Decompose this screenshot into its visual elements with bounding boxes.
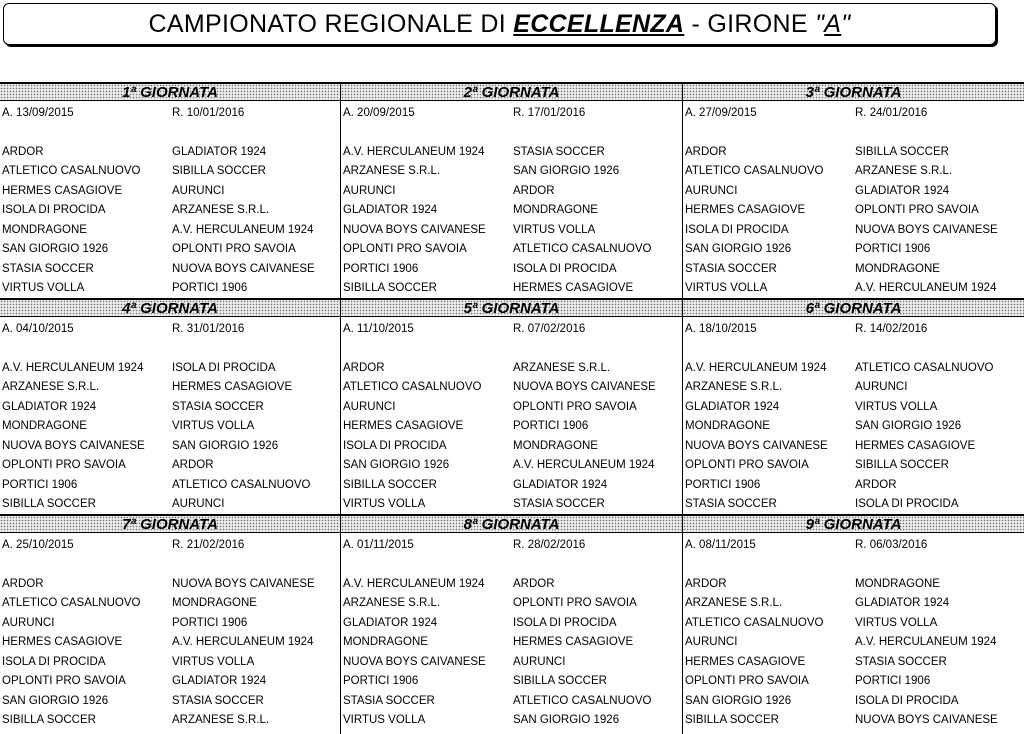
away-team: SAN GIORGIO 1926 bbox=[513, 714, 620, 726]
home-team: GLADIATOR 1924 bbox=[2, 401, 97, 413]
away-team: ARDOR bbox=[855, 479, 897, 491]
home-team: SAN GIORGIO 1926 bbox=[343, 459, 450, 471]
home-team: PORTICI 1906 bbox=[343, 675, 419, 687]
away-team: ARZANESE S.R.L. bbox=[513, 362, 611, 374]
home-team: ATLETICO CASALNUOVO bbox=[685, 617, 824, 629]
ritorno-date: R. 07/02/2016 bbox=[513, 323, 586, 335]
home-team: HERMES CASAGIOVE bbox=[2, 636, 123, 648]
away-team: AURUNCI bbox=[172, 185, 225, 197]
home-team: ARDOR bbox=[2, 578, 44, 590]
home-team: SIBILLA SOCCER bbox=[2, 714, 96, 726]
home-team: SIBILLA SOCCER bbox=[343, 479, 437, 491]
home-team: MONDRAGONE bbox=[685, 420, 770, 432]
away-team: AURUNCI bbox=[513, 656, 566, 668]
home-team: AURUNCI bbox=[343, 401, 396, 413]
title-group: A bbox=[824, 9, 842, 38]
home-team: MONDRAGONE bbox=[343, 636, 428, 648]
away-team: SIBILLA SOCCER bbox=[855, 459, 949, 471]
home-team: AURUNCI bbox=[343, 185, 396, 197]
home-team: OPLONTI PRO SAVOIA bbox=[685, 459, 809, 471]
fixtures-grid bbox=[0, 82, 1024, 734]
away-team: GLADIATOR 1924 bbox=[172, 146, 267, 158]
away-team: MONDRAGONE bbox=[855, 263, 940, 275]
away-team: MONDRAGONE bbox=[513, 204, 598, 216]
away-team: HERMES CASAGIOVE bbox=[855, 440, 976, 452]
away-team: STASIA SOCCER bbox=[172, 695, 264, 707]
home-team: GLADIATOR 1924 bbox=[343, 204, 438, 216]
away-team: GLADIATOR 1924 bbox=[172, 675, 267, 687]
away-team: ARDOR bbox=[513, 185, 555, 197]
away-team: SIBILLA SOCCER bbox=[172, 165, 266, 177]
column-divider bbox=[340, 82, 341, 734]
away-team: VIRTUS VOLLA bbox=[855, 401, 938, 413]
ritorno-date: R. 17/01/2016 bbox=[513, 107, 586, 119]
home-team: ATLETICO CASALNUOVO bbox=[2, 165, 141, 177]
home-team: A.V. HERCULANEUM 1924 bbox=[343, 146, 485, 158]
home-team: A.V. HERCULANEUM 1924 bbox=[2, 362, 144, 374]
home-team: VIRTUS VOLLA bbox=[343, 498, 426, 510]
away-team: SIBILLA SOCCER bbox=[513, 675, 607, 687]
home-team: AURUNCI bbox=[2, 617, 55, 629]
away-team: NUOVA BOYS CAIVANESE bbox=[172, 263, 315, 275]
round-header: 7ª GIORNATA bbox=[0, 514, 340, 533]
title-prefix: CAMPIONATO REGIONALE DI bbox=[148, 9, 514, 38]
away-team: GLADIATOR 1924 bbox=[855, 597, 950, 609]
away-team: ISOLA DI PROCIDA bbox=[513, 617, 617, 629]
home-team: ARZANESE S.R.L. bbox=[685, 597, 783, 609]
home-team: SAN GIORGIO 1926 bbox=[2, 695, 109, 707]
ritorno-date: R. 14/02/2016 bbox=[855, 323, 928, 335]
column-divider bbox=[682, 82, 683, 734]
away-team: HERMES CASAGIOVE bbox=[513, 636, 634, 648]
away-team: ATLETICO CASALNUOVO bbox=[513, 243, 652, 255]
round-header: 4ª GIORNATA bbox=[0, 298, 340, 317]
round-block bbox=[683, 82, 1024, 298]
away-team: PORTICI 1906 bbox=[172, 617, 248, 629]
title-middle: - GIRONE bbox=[684, 9, 816, 38]
away-team: ARDOR bbox=[172, 459, 214, 471]
away-team: NUOVA BOYS CAIVANESE bbox=[855, 714, 998, 726]
away-team: OPLONTI PRO SAVOIA bbox=[855, 204, 979, 216]
home-team: HERMES CASAGIOVE bbox=[343, 420, 464, 432]
round-block bbox=[0, 514, 340, 730]
home-team: ARZANESE S.R.L. bbox=[2, 381, 100, 393]
home-team: ARZANESE S.R.L. bbox=[685, 381, 783, 393]
away-team: SAN GIORGIO 1926 bbox=[172, 440, 279, 452]
away-team: ATLETICO CASALNUOVO bbox=[172, 479, 311, 491]
home-team: STASIA SOCCER bbox=[685, 498, 777, 510]
round-block bbox=[0, 82, 340, 298]
page-title bbox=[3, 3, 996, 45]
away-team: OPLONTI PRO SAVOIA bbox=[172, 243, 296, 255]
ritorno-date: R. 24/01/2016 bbox=[855, 107, 928, 119]
home-team: VIRTUS VOLLA bbox=[685, 282, 768, 294]
home-team: OPLONTI PRO SAVOIA bbox=[2, 675, 126, 687]
away-team: STASIA SOCCER bbox=[513, 146, 605, 158]
ritorno-date: R. 31/01/2016 bbox=[172, 323, 245, 335]
andata-date: A. 13/09/2015 bbox=[2, 107, 74, 119]
away-team: MONDRAGONE bbox=[855, 578, 940, 590]
home-team: HERMES CASAGIOVE bbox=[685, 204, 806, 216]
away-team: ARZANESE S.R.L. bbox=[855, 165, 953, 177]
away-team: PORTICI 1906 bbox=[855, 243, 931, 255]
home-team: STASIA SOCCER bbox=[685, 263, 777, 275]
home-team: A.V. HERCULANEUM 1924 bbox=[343, 578, 485, 590]
home-team: ARDOR bbox=[343, 362, 385, 374]
away-team: ARDOR bbox=[513, 578, 555, 590]
home-team: SIBILLA SOCCER bbox=[2, 498, 96, 510]
home-team: NUOVA BOYS CAIVANESE bbox=[685, 440, 828, 452]
home-team: ARDOR bbox=[2, 146, 44, 158]
away-team: HERMES CASAGIOVE bbox=[513, 282, 634, 294]
andata-date: A. 11/10/2015 bbox=[343, 323, 414, 335]
ritorno-date: R. 28/02/2016 bbox=[513, 539, 586, 551]
away-team: ATLETICO CASALNUOVO bbox=[513, 695, 652, 707]
away-team: AURUNCI bbox=[855, 381, 908, 393]
home-team: ATLETICO CASALNUOVO bbox=[343, 381, 482, 393]
away-team: OPLONTI PRO SAVOIA bbox=[513, 401, 637, 413]
round-header: 5ª GIORNATA bbox=[341, 298, 682, 317]
home-team: SIBILLA SOCCER bbox=[685, 714, 779, 726]
away-team: PORTICI 1906 bbox=[513, 420, 589, 432]
andata-date: A. 25/10/2015 bbox=[2, 539, 74, 551]
round-block bbox=[341, 514, 682, 730]
andata-date: A. 08/11/2015 bbox=[685, 539, 756, 551]
away-team: STASIA SOCCER bbox=[172, 401, 264, 413]
home-team: GLADIATOR 1924 bbox=[685, 401, 780, 413]
away-team: A.V. HERCULANEUM 1924 bbox=[513, 459, 655, 471]
away-team: STASIA SOCCER bbox=[855, 656, 947, 668]
home-team: A.V. HERCULANEUM 1924 bbox=[685, 362, 827, 374]
away-team: A.V. HERCULANEUM 1924 bbox=[172, 636, 314, 648]
home-team: ISOLA DI PROCIDA bbox=[343, 440, 447, 452]
away-team: GLADIATOR 1924 bbox=[513, 479, 608, 491]
ritorno-date: R. 06/03/2016 bbox=[855, 539, 928, 551]
away-team: MONDRAGONE bbox=[513, 440, 598, 452]
away-team: MONDRAGONE bbox=[172, 597, 257, 609]
away-team: PORTICI 1906 bbox=[855, 675, 931, 687]
ritorno-date: R. 10/01/2016 bbox=[172, 107, 245, 119]
home-team: OPLONTI PRO SAVOIA bbox=[2, 459, 126, 471]
round-block bbox=[341, 82, 682, 298]
home-team: ARDOR bbox=[685, 146, 727, 158]
home-team: ISOLA DI PROCIDA bbox=[2, 204, 106, 216]
round-header: 3ª GIORNATA bbox=[683, 82, 1024, 101]
andata-date: A. 20/09/2015 bbox=[343, 107, 415, 119]
home-team: STASIA SOCCER bbox=[343, 695, 435, 707]
home-team: VIRTUS VOLLA bbox=[2, 282, 85, 294]
away-team: STASIA SOCCER bbox=[513, 498, 605, 510]
home-team: PORTICI 1906 bbox=[685, 479, 761, 491]
away-team: ATLETICO CASALNUOVO bbox=[855, 362, 994, 374]
home-team: STASIA SOCCER bbox=[2, 263, 94, 275]
andata-date: A. 27/09/2015 bbox=[685, 107, 757, 119]
home-team: SAN GIORGIO 1926 bbox=[685, 243, 792, 255]
round-header: 1ª GIORNATA bbox=[0, 82, 340, 101]
home-team: PORTICI 1906 bbox=[2, 479, 78, 491]
away-team: VIRTUS VOLLA bbox=[855, 617, 938, 629]
round-block bbox=[341, 298, 682, 514]
away-team: SAN GIORGIO 1926 bbox=[513, 165, 620, 177]
home-team: SAN GIORGIO 1926 bbox=[2, 243, 109, 255]
away-team: OPLONTI PRO SAVOIA bbox=[513, 597, 637, 609]
away-team: ISOLA DI PROCIDA bbox=[513, 263, 617, 275]
away-team: NUOVA BOYS CAIVANESE bbox=[172, 578, 315, 590]
home-team: NUOVA BOYS CAIVANESE bbox=[343, 656, 486, 668]
away-team: AURUNCI bbox=[172, 498, 225, 510]
home-team: HERMES CASAGIOVE bbox=[685, 656, 806, 668]
round-header: 9ª GIORNATA bbox=[683, 514, 1024, 533]
title-league: ECCELLENZA bbox=[513, 9, 685, 38]
away-team: ISOLA DI PROCIDA bbox=[855, 695, 959, 707]
home-team: HERMES CASAGIOVE bbox=[2, 185, 123, 197]
home-team: AURUNCI bbox=[685, 636, 738, 648]
away-team: SAN GIORGIO 1926 bbox=[855, 420, 962, 432]
home-team: NUOVA BOYS CAIVANESE bbox=[343, 224, 486, 236]
home-team: OPLONTI PRO SAVOIA bbox=[685, 675, 809, 687]
away-team: ISOLA DI PROCIDA bbox=[855, 498, 959, 510]
home-team: ARZANESE S.R.L. bbox=[343, 597, 441, 609]
round-header: 2ª GIORNATA bbox=[341, 82, 682, 101]
away-team: VIRTUS VOLLA bbox=[513, 224, 596, 236]
home-team: PORTICI 1906 bbox=[343, 263, 419, 275]
home-team: ARDOR bbox=[685, 578, 727, 590]
away-team: HERMES CASAGIOVE bbox=[172, 381, 293, 393]
title-quote-open: " bbox=[815, 9, 825, 38]
round-block bbox=[683, 514, 1024, 730]
away-team: GLADIATOR 1924 bbox=[855, 185, 950, 197]
away-team: VIRTUS VOLLA bbox=[172, 656, 255, 668]
away-team: A.V. HERCULANEUM 1924 bbox=[855, 636, 997, 648]
andata-date: A. 01/11/2015 bbox=[343, 539, 414, 551]
home-team: SAN GIORGIO 1926 bbox=[685, 695, 792, 707]
home-team: OPLONTI PRO SAVOIA bbox=[343, 243, 467, 255]
andata-date: A. 18/10/2015 bbox=[685, 323, 757, 335]
away-team: PORTICI 1906 bbox=[172, 282, 248, 294]
away-team: A.V. HERCULANEUM 1924 bbox=[172, 224, 314, 236]
round-block bbox=[0, 298, 340, 514]
home-team: MONDRAGONE bbox=[2, 224, 87, 236]
home-team: MONDRAGONE bbox=[2, 420, 87, 432]
home-team: SIBILLA SOCCER bbox=[343, 282, 437, 294]
ritorno-date: R. 21/02/2016 bbox=[172, 539, 245, 551]
round-header: 8ª GIORNATA bbox=[341, 514, 682, 533]
round-block bbox=[683, 298, 1024, 514]
home-team: ISOLA DI PROCIDA bbox=[685, 224, 789, 236]
away-team: SIBILLA SOCCER bbox=[855, 146, 949, 158]
title-quote-close: " bbox=[841, 9, 851, 38]
home-team: ATLETICO CASALNUOVO bbox=[2, 597, 141, 609]
away-team: ARZANESE S.R.L. bbox=[172, 204, 270, 216]
away-team: ISOLA DI PROCIDA bbox=[172, 362, 276, 374]
home-team: GLADIATOR 1924 bbox=[343, 617, 438, 629]
home-team: ATLETICO CASALNUOVO bbox=[685, 165, 824, 177]
home-team: NUOVA BOYS CAIVANESE bbox=[2, 440, 145, 452]
home-team: ISOLA DI PROCIDA bbox=[2, 656, 106, 668]
away-team: NUOVA BOYS CAIVANESE bbox=[513, 381, 656, 393]
home-team: VIRTUS VOLLA bbox=[343, 714, 426, 726]
away-team: ARZANESE S.R.L. bbox=[172, 714, 270, 726]
away-team: NUOVA BOYS CAIVANESE bbox=[855, 224, 998, 236]
away-team: A.V. HERCULANEUM 1924 bbox=[855, 282, 997, 294]
round-header: 6ª GIORNATA bbox=[683, 298, 1024, 317]
home-team: AURUNCI bbox=[685, 185, 738, 197]
home-team: ARZANESE S.R.L. bbox=[343, 165, 441, 177]
andata-date: A. 04/10/2015 bbox=[2, 323, 74, 335]
away-team: VIRTUS VOLLA bbox=[172, 420, 255, 432]
